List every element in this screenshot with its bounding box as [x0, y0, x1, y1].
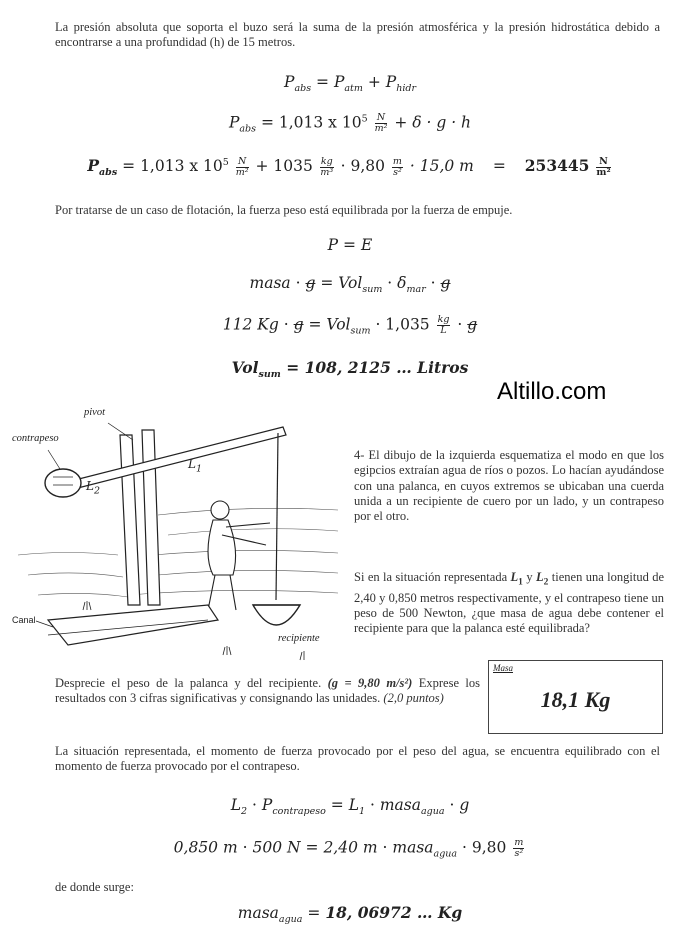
desprecie-paragraph: Desprecie el peso de la palanca y del recipiente. (g = 9,80 m/s²) Exprese los resultados con 3 cifras significativas y consignando las unidades. (2,0 puntos) — [55, 676, 481, 705]
equation-p-equals-e: P = E — [327, 236, 373, 254]
equation-pabs-sum: $P_{abs} = P_{atm} + P_{hidr}$ — [284, 73, 416, 95]
equation-vol-result: Vol$_{sum}$ = 108, 2125 … Litros — [231, 358, 469, 381]
question-4-paragraph-2: Si en la situación representada $L_1$ y $L_2$ tienen una longitud de 2,40 y 0,850 metros respectivamente, y el contrapeso tiene un peso de 500 Newton, ¿que masa de agua debe contener el recipiente para que la palanca esté equilibrada? — [354, 570, 665, 636]
label-pivot: pivot — [84, 407, 105, 418]
label-recipiente: recipiente — [278, 633, 320, 644]
label-l1: $L_1$ — [188, 457, 203, 475]
equation-moment-balance: $L_2 \cdot P_{contrapeso} = L_1$ · masa$_{agua}$ · g — [230, 796, 470, 818]
equation-masa-vol: masa · $g = Vol_{sum} \cdot \delta_{mar} \cdot g$ — [249, 274, 451, 296]
equation-masa-result: masa$_{agua}$ = 18, 06972 … Kg — [237, 903, 463, 926]
label-canal: Canal — [12, 615, 36, 625]
answer-box-label: Masa — [493, 663, 513, 673]
label-l2: $L_2$ — [86, 479, 101, 497]
de-donde-surge: de donde surge: — [55, 880, 134, 894]
equation-moment-values: 0,850 m · 500 N = 2,40 m · masa$_{agua}$ · 9,80 $\frac{m}{\text{s²}}$ — [173, 837, 524, 860]
answer-box-value: 18,1 Kg — [540, 687, 611, 712]
question-4-paragraph-1: 4- El dibujo de la izquierda esquematiza el modo en que los egipcios extraían agua de ríos o pozos. Lo hacían ayudándose con una palanca, en cuyos extremos se ubicaban una cuerda unida a un recipiente de cuero por un lado, y un contrapeso por el otro. — [354, 448, 664, 524]
lever-illustration — [8, 405, 338, 675]
label-contrapeso: contrapeso — [12, 433, 59, 444]
equation-pabs-expanded: $P_{abs} = 1,013$ x $10^5$ $\frac{N}{\text{m²}}$ + δ · g · h — [228, 112, 472, 135]
equation-112kg: 112 Kg · g = Vol$_{sum}$ · 1,035 $\frac{kg}{L}$ · g — [222, 314, 478, 337]
intro-paragraph: La presión absoluta que soporta el buzo será la suma de la presión atmosférica y la presión hidrostática debido a encontrarse a una profundidad (h) de 15 metros. — [55, 20, 660, 49]
answer-box-masa — [488, 660, 663, 734]
equation-pabs-result: $P_{abs} = 1,013$ x $10^5$ $\frac{N}{\text{m²}}$ + 1035 $\frac{kg}{\text{m³}}$ · 9,80 $\frac{m}{\text{s²}}$ · 15,0 m = 253445 $\frac{N}{\text{m²}}$ — [87, 155, 611, 179]
altillo-watermark: Altillo.com — [497, 378, 607, 405]
flotacion-paragraph: Por tratarse de un caso de flotación, la fuerza peso está equilibrada por la fuerza de empuje. — [55, 203, 513, 217]
situacion-paragraph: La situación representada, el momento de fuerza provocado por el peso del agua, se encuentra equilibrado con el momento de fuerza provocado por el contrapeso. — [55, 744, 660, 773]
